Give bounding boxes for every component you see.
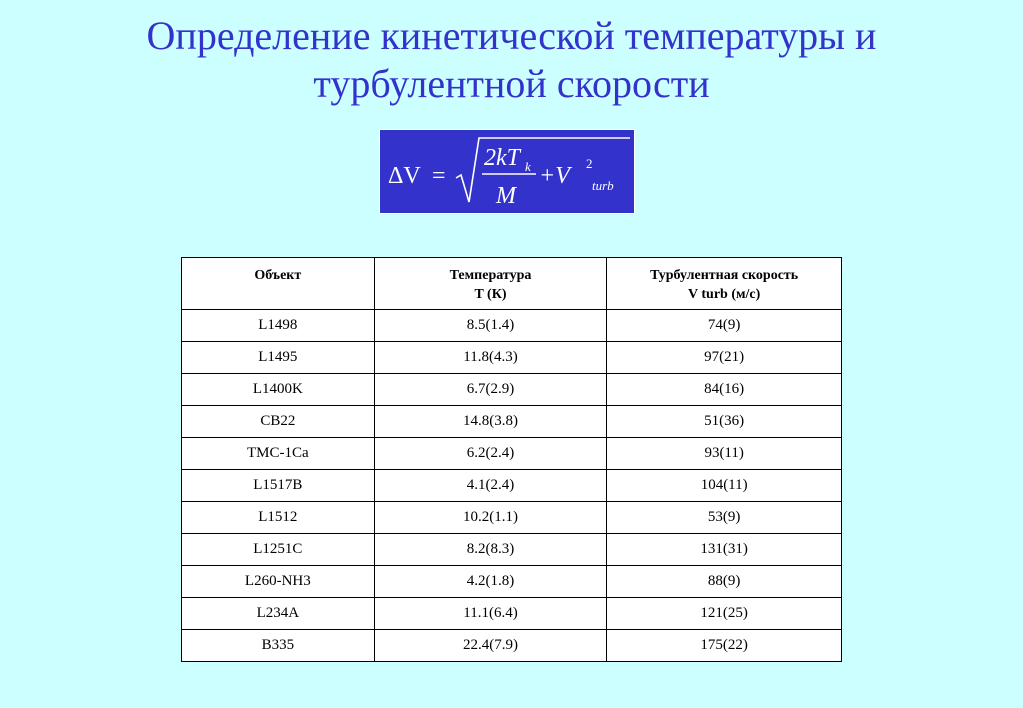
cell-temperature: 6.7(2.9) xyxy=(374,374,607,406)
table-row xyxy=(182,470,842,502)
header-temperature: Температура T (К) xyxy=(374,258,607,310)
header-object: Объект xyxy=(182,258,375,310)
header-turbulent-velocity: Турбулентная скорость V turb (м/с) xyxy=(607,258,842,310)
cell-temperature: 10.2(1.1) xyxy=(374,502,607,534)
cell-velocity: 131(31) xyxy=(607,534,842,566)
table-row xyxy=(182,438,842,470)
cell-temperature: 14.8(3.8) xyxy=(374,406,607,438)
cell-temperature: 8.5(1.4) xyxy=(374,310,607,342)
cell-object: L1512 xyxy=(182,502,375,534)
title-line-2: турбулентной скорости xyxy=(313,61,710,106)
table-row xyxy=(182,310,842,342)
cell-velocity: 88(9) xyxy=(607,566,842,598)
cell-velocity: 175(22) xyxy=(607,630,842,662)
table-row xyxy=(182,630,842,662)
table-row xyxy=(182,374,842,406)
cell-velocity: 97(21) xyxy=(607,342,842,374)
formula-svg xyxy=(380,130,634,213)
cell-temperature: 8.2(8.3) xyxy=(374,534,607,566)
cell-velocity: 53(9) xyxy=(607,502,842,534)
cell-object: B335 xyxy=(182,630,375,662)
cell-temperature: 6.2(2.4) xyxy=(374,438,607,470)
cell-velocity: 74(9) xyxy=(607,310,842,342)
formula-lhs: ΔV xyxy=(388,163,421,189)
slide-title xyxy=(60,12,963,108)
cell-object: TMC-1Ca xyxy=(182,438,375,470)
cell-temperature: 4.2(1.8) xyxy=(374,566,607,598)
cell-object: L260-NH3 xyxy=(182,566,375,598)
cell-temperature: 11.1(6.4) xyxy=(374,598,607,630)
cell-velocity: 84(16) xyxy=(607,374,842,406)
formula-plus-sup: 2 xyxy=(586,156,593,171)
cell-object: L1517B xyxy=(182,470,375,502)
formula-plus-term: +V xyxy=(539,163,570,189)
formula-numerator-sub: k xyxy=(525,159,531,174)
formula-plus-sub: turb xyxy=(592,178,614,193)
title-line-1: Определение кинетической температуры и xyxy=(146,13,877,58)
formula-denominator: M xyxy=(496,183,516,209)
formula-box xyxy=(379,129,635,214)
table-row xyxy=(182,566,842,598)
table-row xyxy=(182,502,842,534)
cell-temperature: 11.8(4.3) xyxy=(374,342,607,374)
cell-temperature: 4.1(2.4) xyxy=(374,470,607,502)
table-row xyxy=(182,406,842,438)
cell-velocity: 104(11) xyxy=(607,470,842,502)
table-header-row xyxy=(182,258,842,310)
table-row xyxy=(182,598,842,630)
cell-object: CB22 xyxy=(182,406,375,438)
table-row xyxy=(182,342,842,374)
cell-object: L1498 xyxy=(182,310,375,342)
cell-object: L1400K xyxy=(182,374,375,406)
cell-velocity: 93(11) xyxy=(607,438,842,470)
cell-object: L1251C xyxy=(182,534,375,566)
cell-velocity: 51(36) xyxy=(607,406,842,438)
table-row xyxy=(182,534,842,566)
formula-numerator: 2kT xyxy=(484,145,520,171)
cell-object: L1495 xyxy=(182,342,375,374)
cell-velocity: 121(25) xyxy=(607,598,842,630)
cell-object: L234A xyxy=(182,598,375,630)
formula-equals: = xyxy=(432,163,446,189)
results-table xyxy=(181,257,842,662)
cell-temperature: 22.4(7.9) xyxy=(374,630,607,662)
